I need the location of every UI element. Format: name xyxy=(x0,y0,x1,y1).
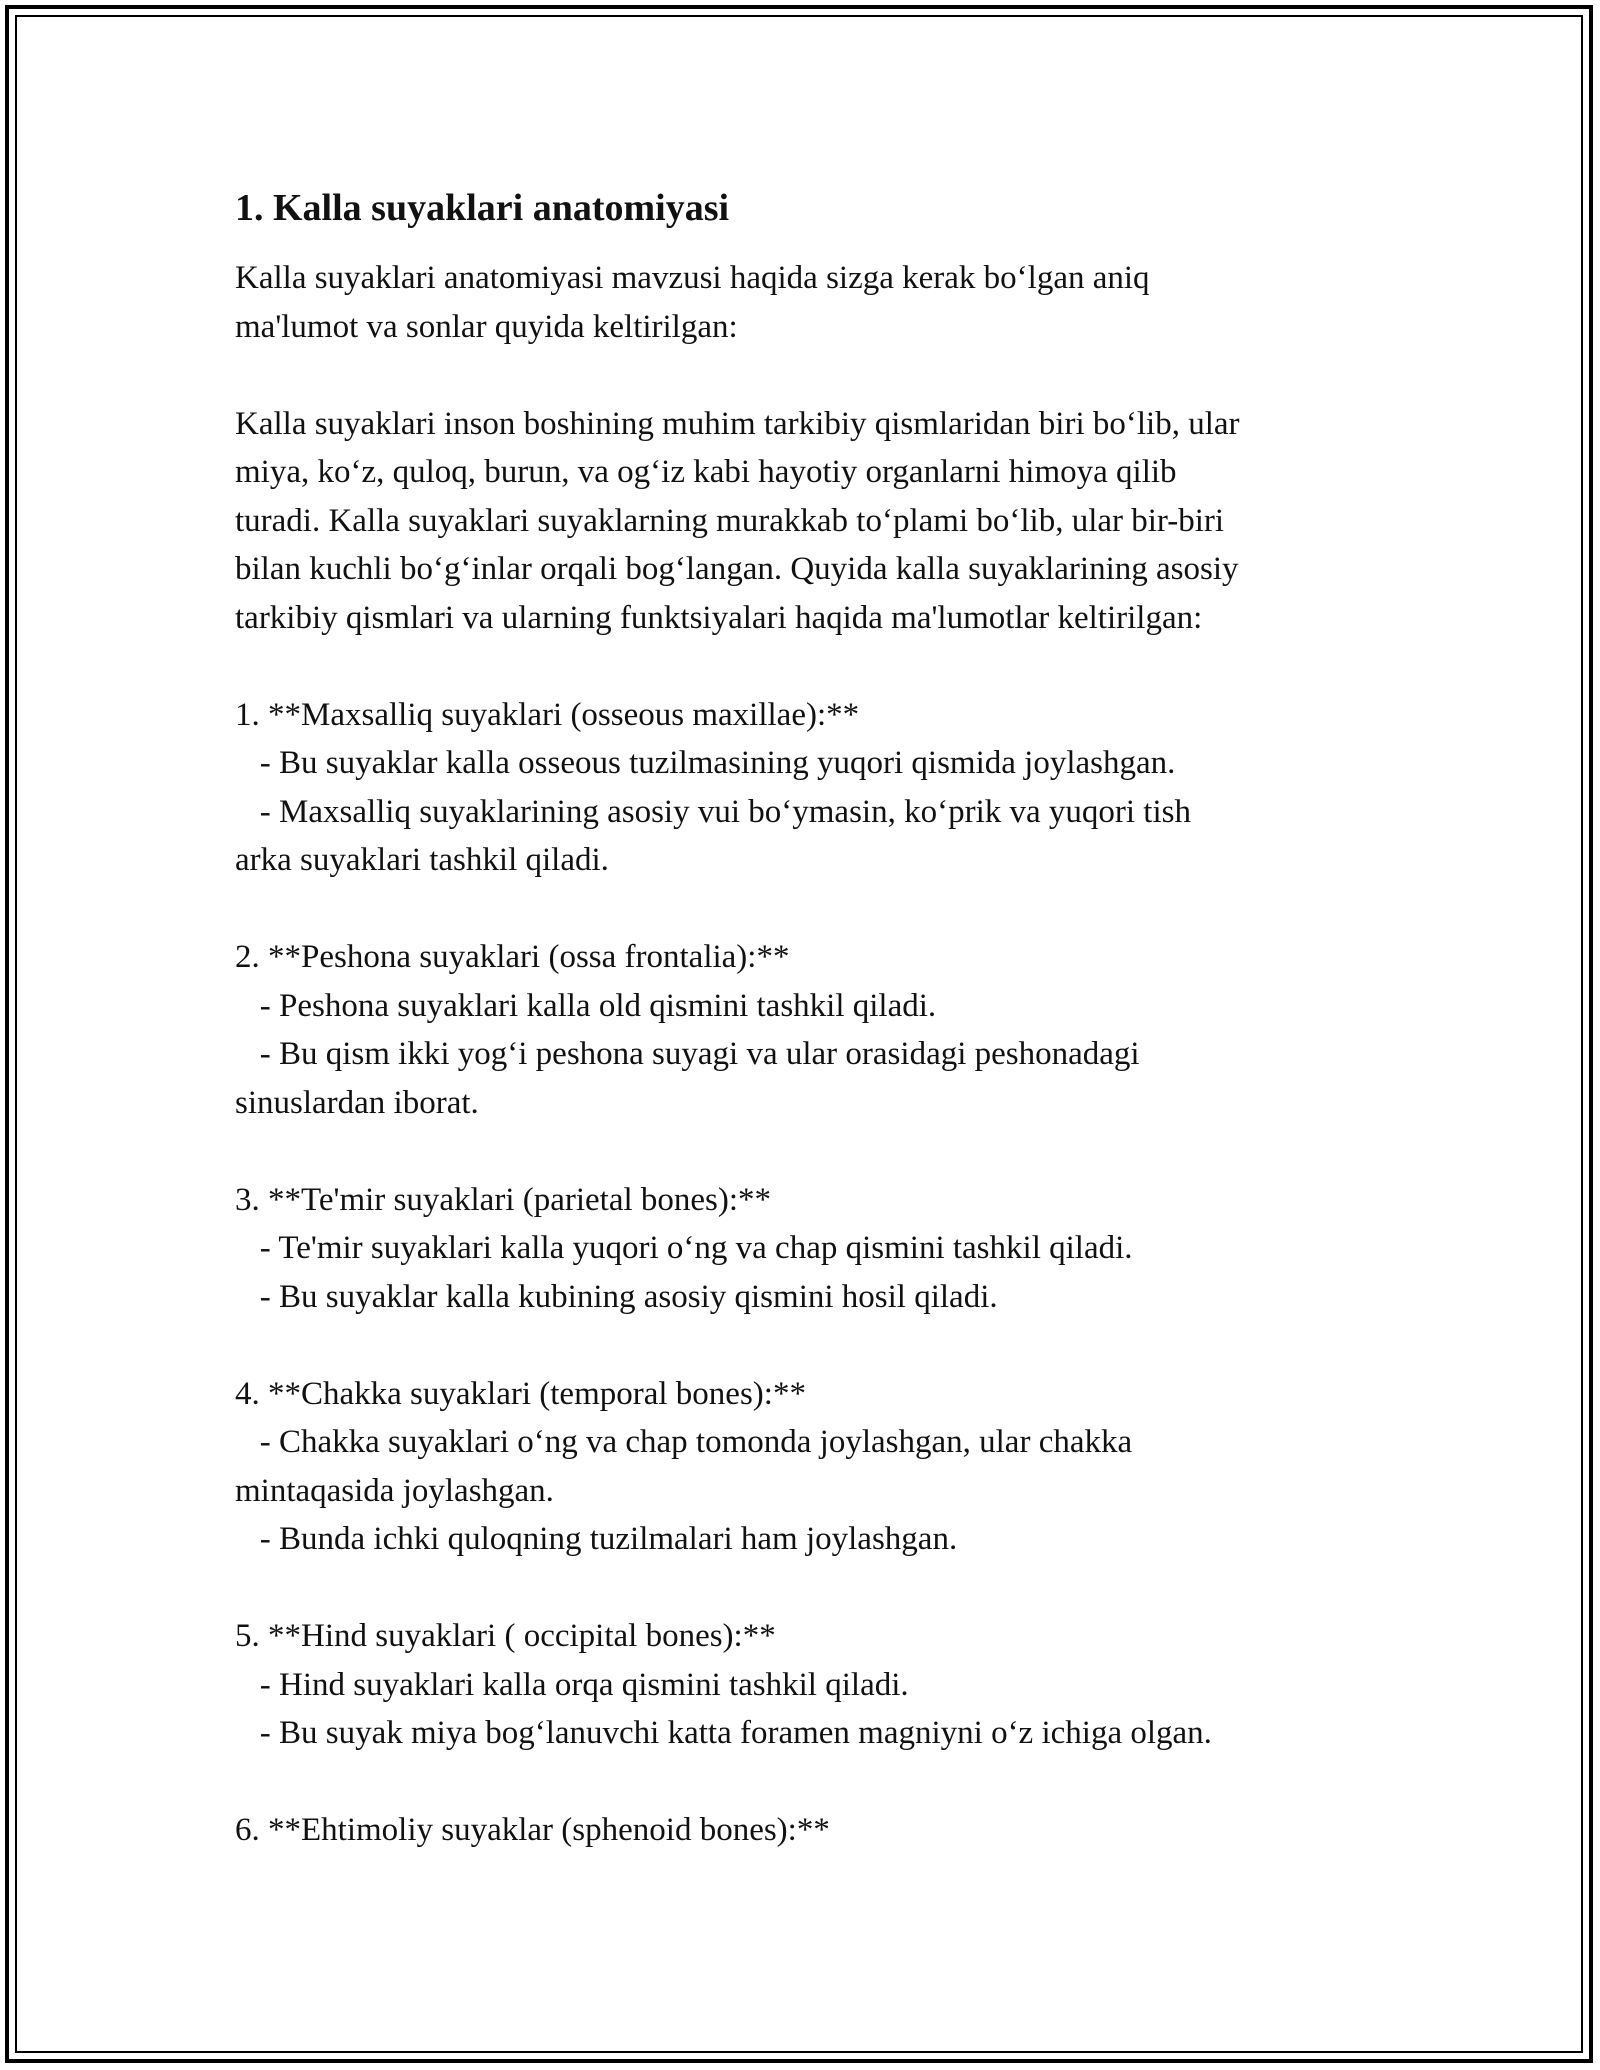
section-heading: 4. **Chakka suyaklari (temporal bones):** xyxy=(235,1375,806,1412)
intro-line: Kalla suyaklari anatomiyasi mavzusi haqida sizga kerak bo‘lgan aniq xyxy=(235,260,1150,296)
overview-line: bilan kuchli bo‘g‘inlar orqali bog‘langan. Quyida kalla suyaklarining asosiy xyxy=(235,551,1239,587)
paragraph-gap xyxy=(235,642,1375,691)
paragraph-gap xyxy=(235,1321,1375,1370)
section-heading: 3. **Te'mir suyaklari (parietal bones):** xyxy=(235,1181,772,1218)
overview-line: miya, ko‘z, quloq, burun, va og‘iz kabi hayotiy organlarni himoya qilib xyxy=(235,454,1177,490)
list-item-section-5 xyxy=(235,1612,1375,1758)
list-item-section-6 xyxy=(235,1806,1375,1855)
paragraph-gap xyxy=(235,1758,1375,1807)
overview-line: Kalla suyaklari inson boshining muhim tarkibiy qismlaridan biri bo‘lib, ular xyxy=(235,405,1240,442)
intro-line: ma'lumot va sonlar quyida keltirilgan: xyxy=(235,308,738,345)
document-body xyxy=(235,184,1375,1855)
list-item-section-3 xyxy=(235,1176,1375,1322)
paragraph-gap xyxy=(235,1564,1375,1613)
overview-paragraph xyxy=(235,400,1375,643)
section-line: - Bunda ichki quloqning tuzilmalari ham joylashgan. xyxy=(235,1521,958,1557)
section-line: - Peshona suyaklari kalla old qismini tashkil qiladi. xyxy=(235,987,937,1024)
section-line: - Maxsalliq suyaklarining asosiy vui bo‘ymasin, ko‘prik va yuqori tish xyxy=(235,793,1191,830)
section-heading: 5. **Hind suyaklari ( occipital bones):** xyxy=(235,1618,776,1654)
intro-paragraph xyxy=(235,254,1375,351)
paragraph-gap xyxy=(235,885,1375,934)
section-line: - Te'mir suyaklari kalla yuqori o‘ng va chap qismini tashkil qiladi. xyxy=(235,1230,1133,1266)
list-item-section-2 xyxy=(235,933,1375,1127)
overview-line: turadi. Kalla suyaklari suyaklarning murakkab to‘plami bo‘lib, ular bir-biri xyxy=(235,502,1225,539)
paragraph-gap xyxy=(235,351,1375,400)
overview-line: tarkibiy qismlari va ularning funktsiyalari haqida ma'lumotlar keltirilgan: xyxy=(235,599,1203,636)
list-item-section-4 xyxy=(235,1370,1375,1564)
section-line: - Hind suyaklari kalla orqa qismini tashkil qiladi. xyxy=(235,1666,909,1703)
section-line: - Bu suyaklar kalla osseous tuzilmasining yuqori qismida joylashgan. xyxy=(235,745,1176,781)
section-line: - Chakka suyaklari o‘ng va chap tomonda joylashgan, ular chakka xyxy=(235,1424,1133,1460)
section-heading: 6. **Ehtimoliy suyaklar (sphenoid bones):** xyxy=(235,1812,830,1848)
section-line: mintaqasida joylashgan. xyxy=(235,1472,554,1509)
section-line: - Bu suyaklar kalla kubining asosiy qismini hosil qiladi. xyxy=(235,1278,998,1315)
document-title: 1. Kalla suyaklari anatomiyasi xyxy=(235,187,730,229)
list-item-section-1 xyxy=(235,691,1375,885)
section-line: sinuslardan iborat. xyxy=(235,1084,479,1121)
paragraph-gap xyxy=(235,1127,1375,1176)
section-line: - Bu suyak miya bog‘lanuvchi katta foramen magniyni o‘z ichiga olgan. xyxy=(235,1715,1212,1751)
section-heading: 1. **Maxsalliq suyaklari (osseous maxillae):** xyxy=(235,696,860,733)
section-line: arka suyaklari tashkil qiladi. xyxy=(235,842,609,878)
section-heading: 2. **Peshona suyaklari (ossa frontalia):** xyxy=(235,939,790,975)
section-line: - Bu qism ikki yog‘i peshona suyagi va ular orasidagi peshonadagi xyxy=(235,1036,1140,1072)
